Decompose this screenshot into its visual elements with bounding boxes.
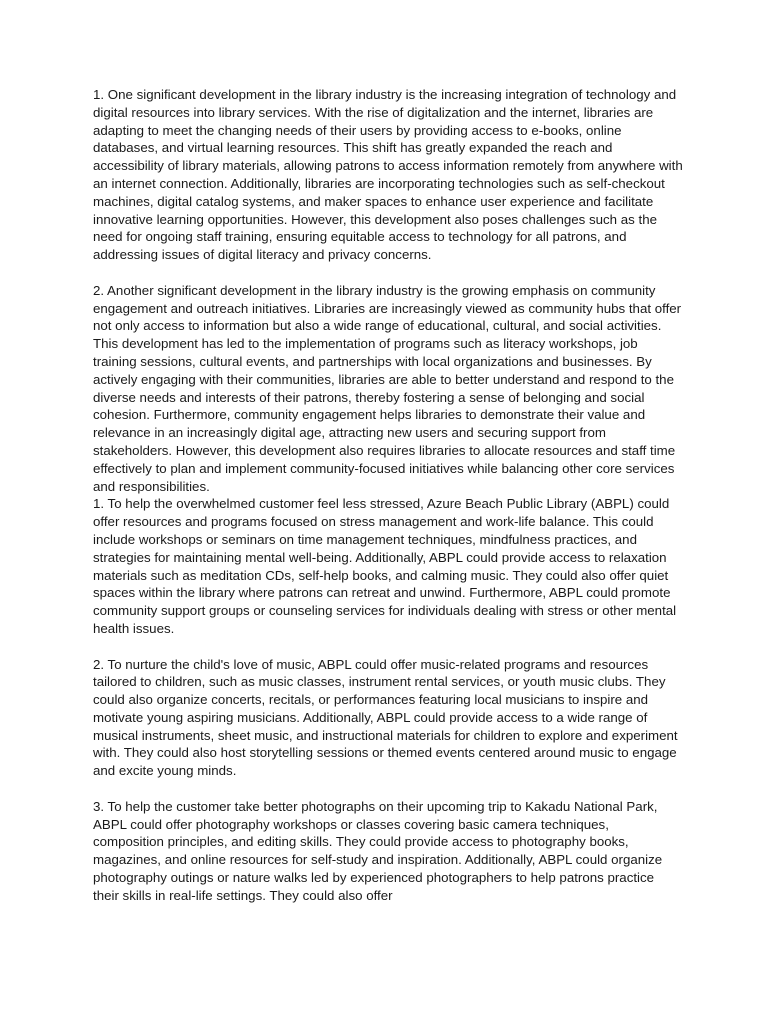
document-page xyxy=(93,86,683,905)
paragraph-spacer xyxy=(93,264,683,282)
paragraph-spacer xyxy=(93,780,683,798)
paragraph-stress-management: 1. To help the overwhelmed customer feel less stressed, Azure Beach Public Library (ABPL) could offer resources and programs focused on stress management and work-life balance. This could include workshops or seminars on time management techniques, mindfulness practices, and strategies for maintaining mental well-being. Additionally, ABPL could provide access to relaxation materials such as meditation CDs, self-help books, and calming music. They could also offer quiet spaces within the library where patrons can retreat and unwind. Furthermore, ABPL could promote community support groups or counseling services for individuals dealing with stress or other mental health issues. xyxy=(93,496,677,636)
paragraph-photography: 3. To help the customer take better photographs on their upcoming trip to Kakadu National Park, ABPL could offer photography workshops or classes covering basic camera techniques, composition principles, and editing skills. They could provide access to photography books, magazines, and online resources for self-study and inspiration. Additionally, ABPL could organize photography outings or nature walks led by experienced photographers to help patrons practice their skills in real-life settings. They could also offer xyxy=(93,798,663,903)
paragraph-music-programs: 2. To nurture the child's love of music, ABPL could offer music-related programs and resources tailored to children, such as music classes, instrument rental services, or youth music clubs. They could also organize concerts, recitals, or performances featuring local musicians to inspire and motivate young aspiring musicians. Additionally, ABPL could provide access to a wide range of musical instruments, sheet music, and instructional materials for children to explore and experiment with. They could also host storytelling sessions or themed events centered around music to engage and excite young minds. xyxy=(93,656,678,779)
paragraph-community-engagement: 2. Another significant development in the library industry is the growing emphasis on community engagement and outreach initiatives. Libraries are increasingly viewed as community hubs that offer not only access to information but also a wide range of educational, cultural, and social activities. This development has led to the implementation of programs such as literacy workshops, job training sessions, cultural events, and partnerships with local organizations and businesses. By actively engaging with their communities, libraries are able to better understand and respond to the diverse needs and interests of their patrons, thereby fostering a sense of belonging and social cohesion. Furthermore, community engagement helps libraries to demonstrate their value and relevance in an increasingly digital age, attracting new users and securing support from stakeholders. However, this development also requires libraries to allocate resources and staff time effectively to plan and implement community-focused initiatives while balancing other core services and responsibilities. xyxy=(93,282,682,494)
paragraph-spacer xyxy=(93,638,683,656)
paragraph-library-technology: 1. One significant development in the library industry is the increasing integration of technology and digital resources into library services. With the rise of digitalization and the internet, libraries are adapting to meet the changing needs of their users by providing access to e-books, online databases, and virtual learning resources. This shift has greatly expanded the reach and accessibility of library materials, allowing patrons to access information remotely from anywhere with an internet connection. Additionally, libraries are incorporating technologies such as self-checkout machines, digital catalog systems, and maker spaces to enhance user experience and facilitate innovative learning opportunities. However, this development also poses challenges such as the need for ongoing staff training, ensuring equitable access to technology for all patrons, and addressing issues of digital literacy and privacy concerns. xyxy=(93,87,683,263)
